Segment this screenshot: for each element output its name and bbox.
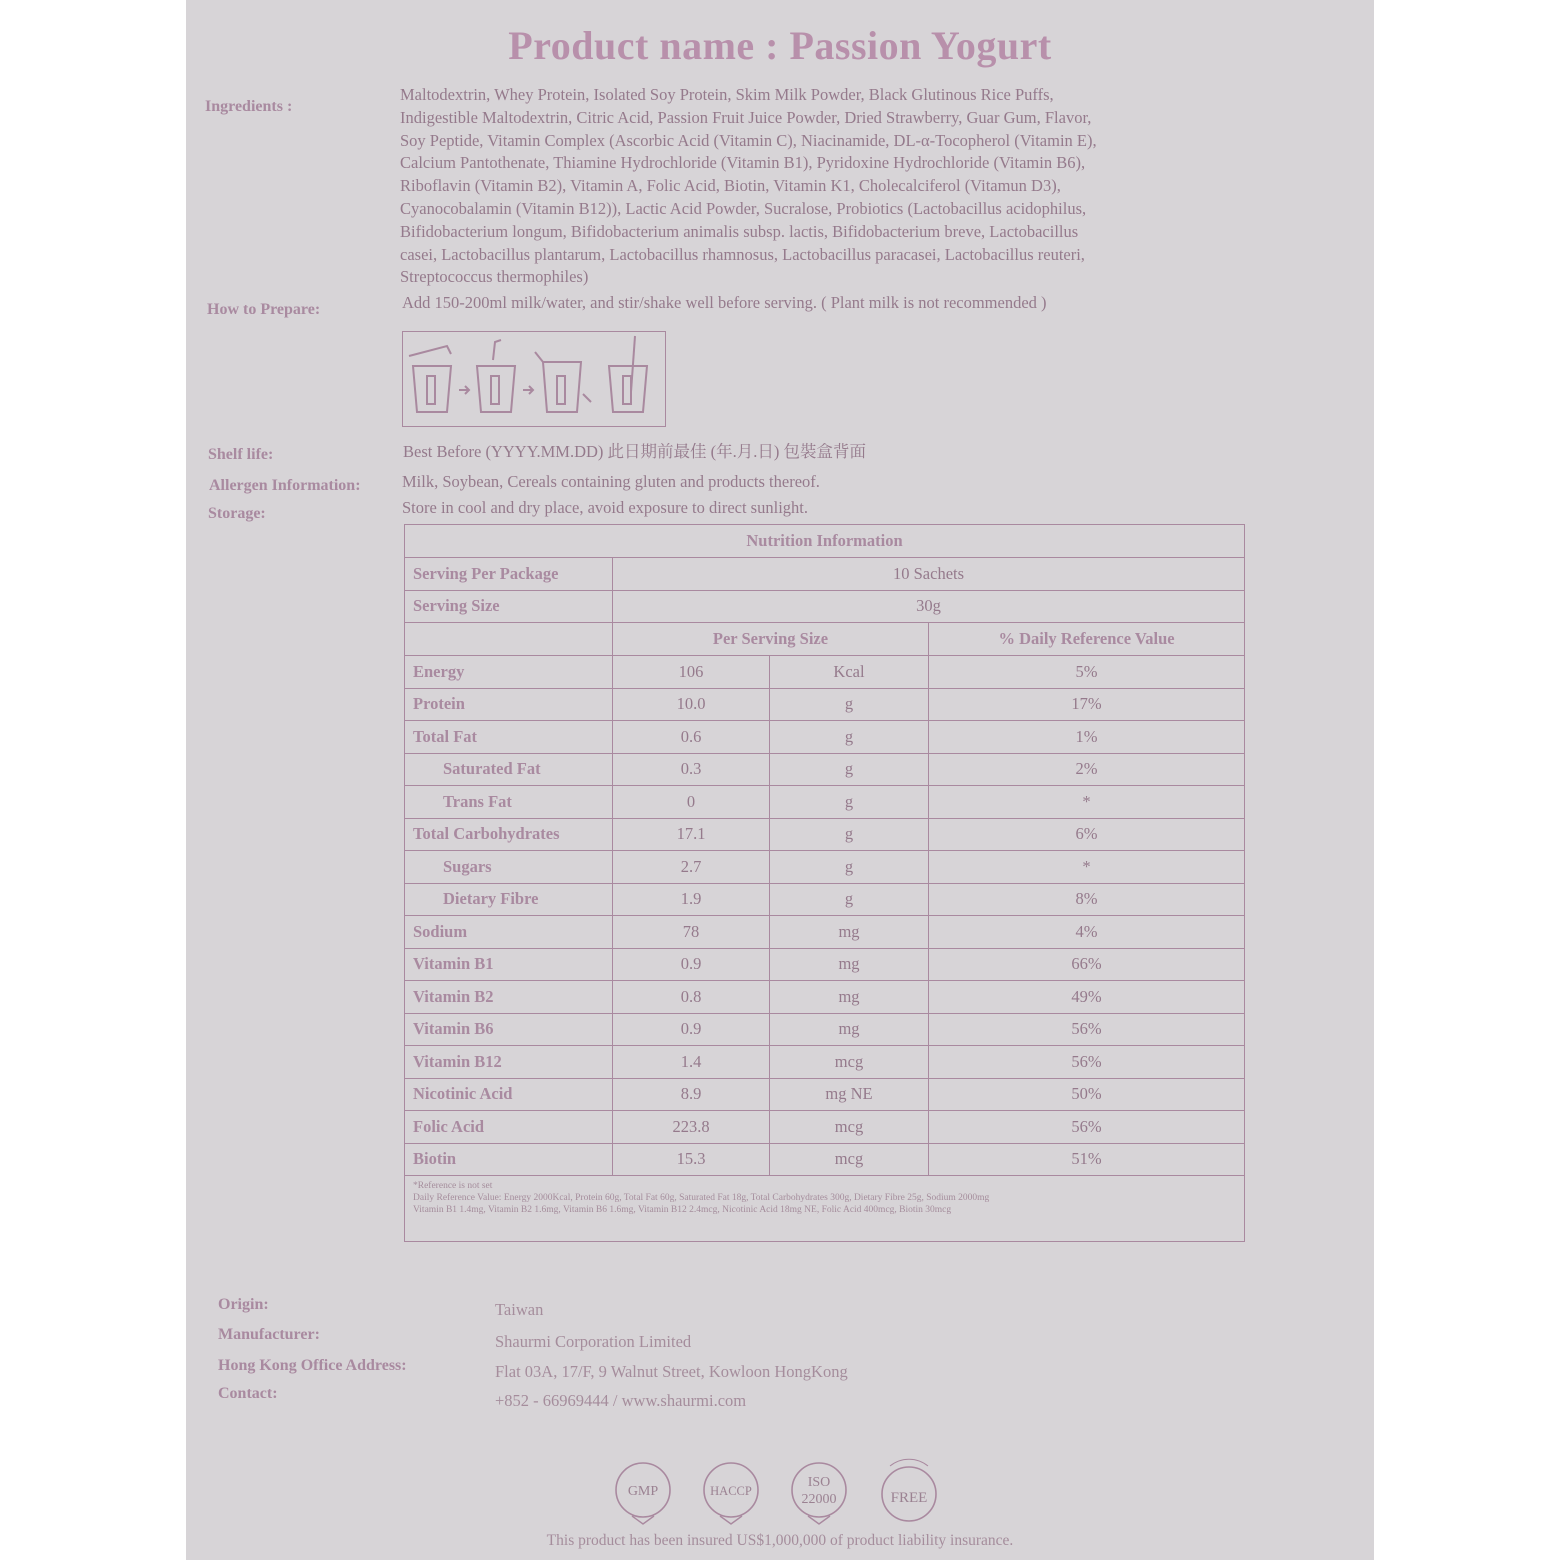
iso-text: ISO [807,1475,831,1490]
nutrient-value: 15.3 [613,1143,770,1176]
nutrient-value: 1.9 [613,883,770,916]
origin-label: Origin: [218,1296,269,1313]
ingredients-line: Indigestible Maltodextrin, Citric Acid, Passion Fruit Juice Powder, Dried Strawberry, Guar Gum, Flavor, [400,107,1092,127]
gmp-text: GMP [627,1484,659,1499]
product-title: Product name : Passion Yogurt [508,23,1052,68]
serving-size-value: 30g [613,590,1245,623]
nutrient-drv: 2% [929,753,1245,786]
nutrient-name: Sugars [405,851,613,884]
contact-value: +852 - 66969444 / www.shaurmi.com [495,1391,747,1410]
nutrition-row [405,753,1245,786]
nutrient-value: 0 [613,786,770,819]
nutrient-unit: g [770,721,929,754]
nutrient-unit: mcg [770,1143,929,1176]
drv-header: % Daily Reference Value [929,623,1245,656]
nutrient-unit: g [770,688,929,721]
nutrition-row [405,916,1245,949]
nutrient-name: Trans Fat [405,786,613,819]
nutrient-name: Sodium [405,916,613,949]
nutrient-drv: * [929,786,1245,819]
nutrient-drv: 49% [929,981,1245,1014]
ingredients-line: Bifidobacterium longum, Bifidobacterium animalis subsp. lactis, Bifidobacterium breve, Lactobacillus [400,221,1079,241]
nutrient-unit: g [770,883,929,916]
manufacturer-value: Shaurmi Corporation Limited [495,1332,692,1351]
iso-number-text: 22000 [801,1492,837,1507]
contact-label: Contact: [218,1385,278,1402]
nutrition-row [405,1046,1245,1079]
heavy-metal-free-badge-icon [874,1450,944,1526]
nutrient-unit: mg NE [770,1078,929,1111]
nutrient-drv: 56% [929,1111,1245,1144]
nutrient-value: 0.8 [613,981,770,1014]
nutrition-footnote-row [405,1176,1245,1242]
nutrient-name: Saturated Fat [405,753,613,786]
nutrient-drv: 66% [929,948,1245,981]
nutrient-name: Biotin [405,1143,613,1176]
ingredients-line: Soy Peptide, Vitamin Complex (Ascorbic Acid (Vitamin C), Niacinamide, DL-α-Tocopherol (Vitamin E), [400,130,1097,150]
storage-label: Storage: [208,505,266,522]
nutrition-row [405,948,1245,981]
allergen-text: Milk, Soybean, Cereals containing gluten and products thereof. [402,472,820,491]
nutrient-unit: mcg [770,1046,929,1079]
ingredients-text [400,84,1340,289]
storage-text: Store in cool and dry place, avoid exposure to direct sunlight. [402,498,808,517]
nutrient-value: 17.1 [613,818,770,851]
nutrition-title-row [405,525,1245,558]
nutrient-name: Energy [405,656,613,689]
ingredients-line: Calcium Pantothenate, Thiamine Hydrochloride (Vitamin B1), Pyridoxine Hydrochloride (Vitamin B6), [400,153,1086,173]
nutrient-unit: mg [770,916,929,949]
shelf-life-label: Shelf life: [208,446,274,463]
nutrient-value: 106 [613,656,770,689]
haccp-text: HACCP [710,1484,752,1498]
nutrient-name: Total Carbohydrates [405,818,613,851]
nutrition-row [405,688,1245,721]
nutrient-unit: g [770,786,929,819]
nutrient-value: 1.4 [613,1046,770,1079]
nutrient-value: 0.6 [613,721,770,754]
footnote-line: *Reference is not set [413,1181,493,1191]
nutrient-name: Vitamin B2 [405,981,613,1014]
nutrient-unit: g [770,818,929,851]
nutrition-title: Nutrition Information [405,525,1245,558]
nutrition-row [405,721,1245,754]
how-to-prepare-text: Add 150-200ml milk/water, and stir/shake well before serving. ( Plant milk is not recommended ) [402,293,1047,312]
nutrition-row [405,851,1245,884]
haccp-badge-icon [698,1460,764,1526]
ingredients-line: casei, Lactobacillus plantarum, Lactobacillus rhamnosus, Lactobacillus paracasei, Lactobacillus reuteri, [400,244,1085,264]
nutrient-drv: 56% [929,1013,1245,1046]
how-to-prepare-label: How to Prepare: [207,301,321,318]
nutrition-row [405,883,1245,916]
nutrient-value: 10.0 [613,688,770,721]
nutrient-name: Vitamin B6 [405,1013,613,1046]
nutrient-drv: * [929,851,1245,884]
nutrient-unit: g [770,753,929,786]
nutrient-drv: 8% [929,883,1245,916]
serving-size-label: Serving Size [405,590,613,623]
allergen-label: Allergen Information: [209,477,361,494]
nutrient-drv: 4% [929,916,1245,949]
footnote-line: Daily Reference Value: Energy 2000Kcal, Protein 60g, Total Fat 60g, Saturated Fat 18g, Total Carbohydrates 300g, Dietary Fibre 25g, Sodium 2000mg [413,1193,990,1203]
address-value: Flat 03A, 17/F, 9 Walnut Street, Kowloon HongKong [495,1362,848,1381]
serving-per-package-row [405,558,1245,591]
nutrient-drv: 56% [929,1046,1245,1079]
nutrient-value: 0.9 [613,948,770,981]
footnote-line: Vitamin B1 1.4mg, Vitamin B2 1.6mg, Vitamin B6 1.6mg, Vitamin B12 2.4mcg, Nicotinic Acid 18mg NE, Folic Acid 400mcg, Biotin 30mcg [413,1205,952,1215]
ingredients-line: Streptococcus thermophiles) [400,267,589,287]
nutrition-row [405,818,1245,851]
serving-size-row [405,590,1245,623]
nutrition-row [405,656,1245,689]
nutrient-value: 223.8 [613,1111,770,1144]
serving-per-package-label: Serving Per Package [405,558,613,591]
nutrient-unit: Kcal [770,656,929,689]
nutrient-drv: 1% [929,721,1245,754]
nutrient-unit: mg [770,948,929,981]
nutrient-name: Vitamin B1 [405,948,613,981]
serving-per-package-value: 10 Sachets [613,558,1245,591]
ingredients-line: Cyanocobalamin (Vitamin B12)), Lactic Acid Powder, Sucralose, Probiotics (Lactobacillus acidophilus, [400,198,1087,218]
nutrient-name: Dietary Fibre [405,883,613,916]
nutrient-drv: 51% [929,1143,1245,1176]
nutrient-unit: mcg [770,1111,929,1144]
nutrition-row [405,1078,1245,1111]
insurance-statement: This product has been insured US$1,000,000 of product liability insurance. [546,1532,1014,1549]
free-text: FREE [890,1490,928,1506]
column-header-row [405,623,1245,656]
nutrition-row [405,786,1245,819]
nutrient-name: Folic Acid [405,1111,613,1144]
per-serving-header: Per Serving Size [613,623,929,656]
iso-22000-badge-icon [786,1460,852,1526]
nutrition-row [405,1111,1245,1144]
nutrition-row [405,1013,1245,1046]
nutrient-drv: 6% [929,818,1245,851]
manufacturer-label: Manufacturer: [218,1326,320,1343]
nutrition-footnote [405,1176,1245,1242]
nutrient-name: Total Fat [405,721,613,754]
ingredients-label: Ingredients : [205,98,293,115]
nutrient-drv: 17% [929,688,1245,721]
empty-header-cell [405,623,613,656]
origin-value: Taiwan [495,1300,544,1319]
shelf-life-text: Best Before (YYYY.MM.DD) 此日期前最佳 (年.月.日) 包裝盒背面 [403,442,867,461]
nutrient-drv: 50% [929,1078,1245,1111]
nutrient-value: 2.7 [613,851,770,884]
nutrient-value: 0.3 [613,753,770,786]
nutrient-unit: mg [770,981,929,1014]
nutrient-name: Nicotinic Acid [405,1078,613,1111]
ingredients-line: Riboflavin (Vitamin B2), Vitamin A, Folic Acid, Biotin, Vitamin K1, Cholecalciferol (Vitamun D3), [400,176,1061,196]
nutrient-name: Vitamin B12 [405,1046,613,1079]
nutrient-value: 78 [613,916,770,949]
nutrient-value: 8.9 [613,1078,770,1111]
nutrition-table [404,524,1245,1242]
gmp-badge-icon [610,1460,676,1526]
preparation-steps-icon [403,332,665,426]
preparation-steps-diagram [402,331,666,427]
nutrition-row [405,981,1245,1014]
nutrient-drv: 5% [929,656,1245,689]
nutrient-unit: g [770,851,929,884]
nutrient-name: Protein [405,688,613,721]
product-label-sheet [186,0,1374,1560]
ingredients-line: Maltodextrin, Whey Protein, Isolated Soy Protein, Skim Milk Powder, Black Glutinous Rice Puffs, [400,85,1054,104]
nutrient-value: 0.9 [613,1013,770,1046]
nutrient-unit: mg [770,1013,929,1046]
nutrition-row [405,1143,1245,1176]
address-label: Hong Kong Office Address: [218,1357,407,1374]
